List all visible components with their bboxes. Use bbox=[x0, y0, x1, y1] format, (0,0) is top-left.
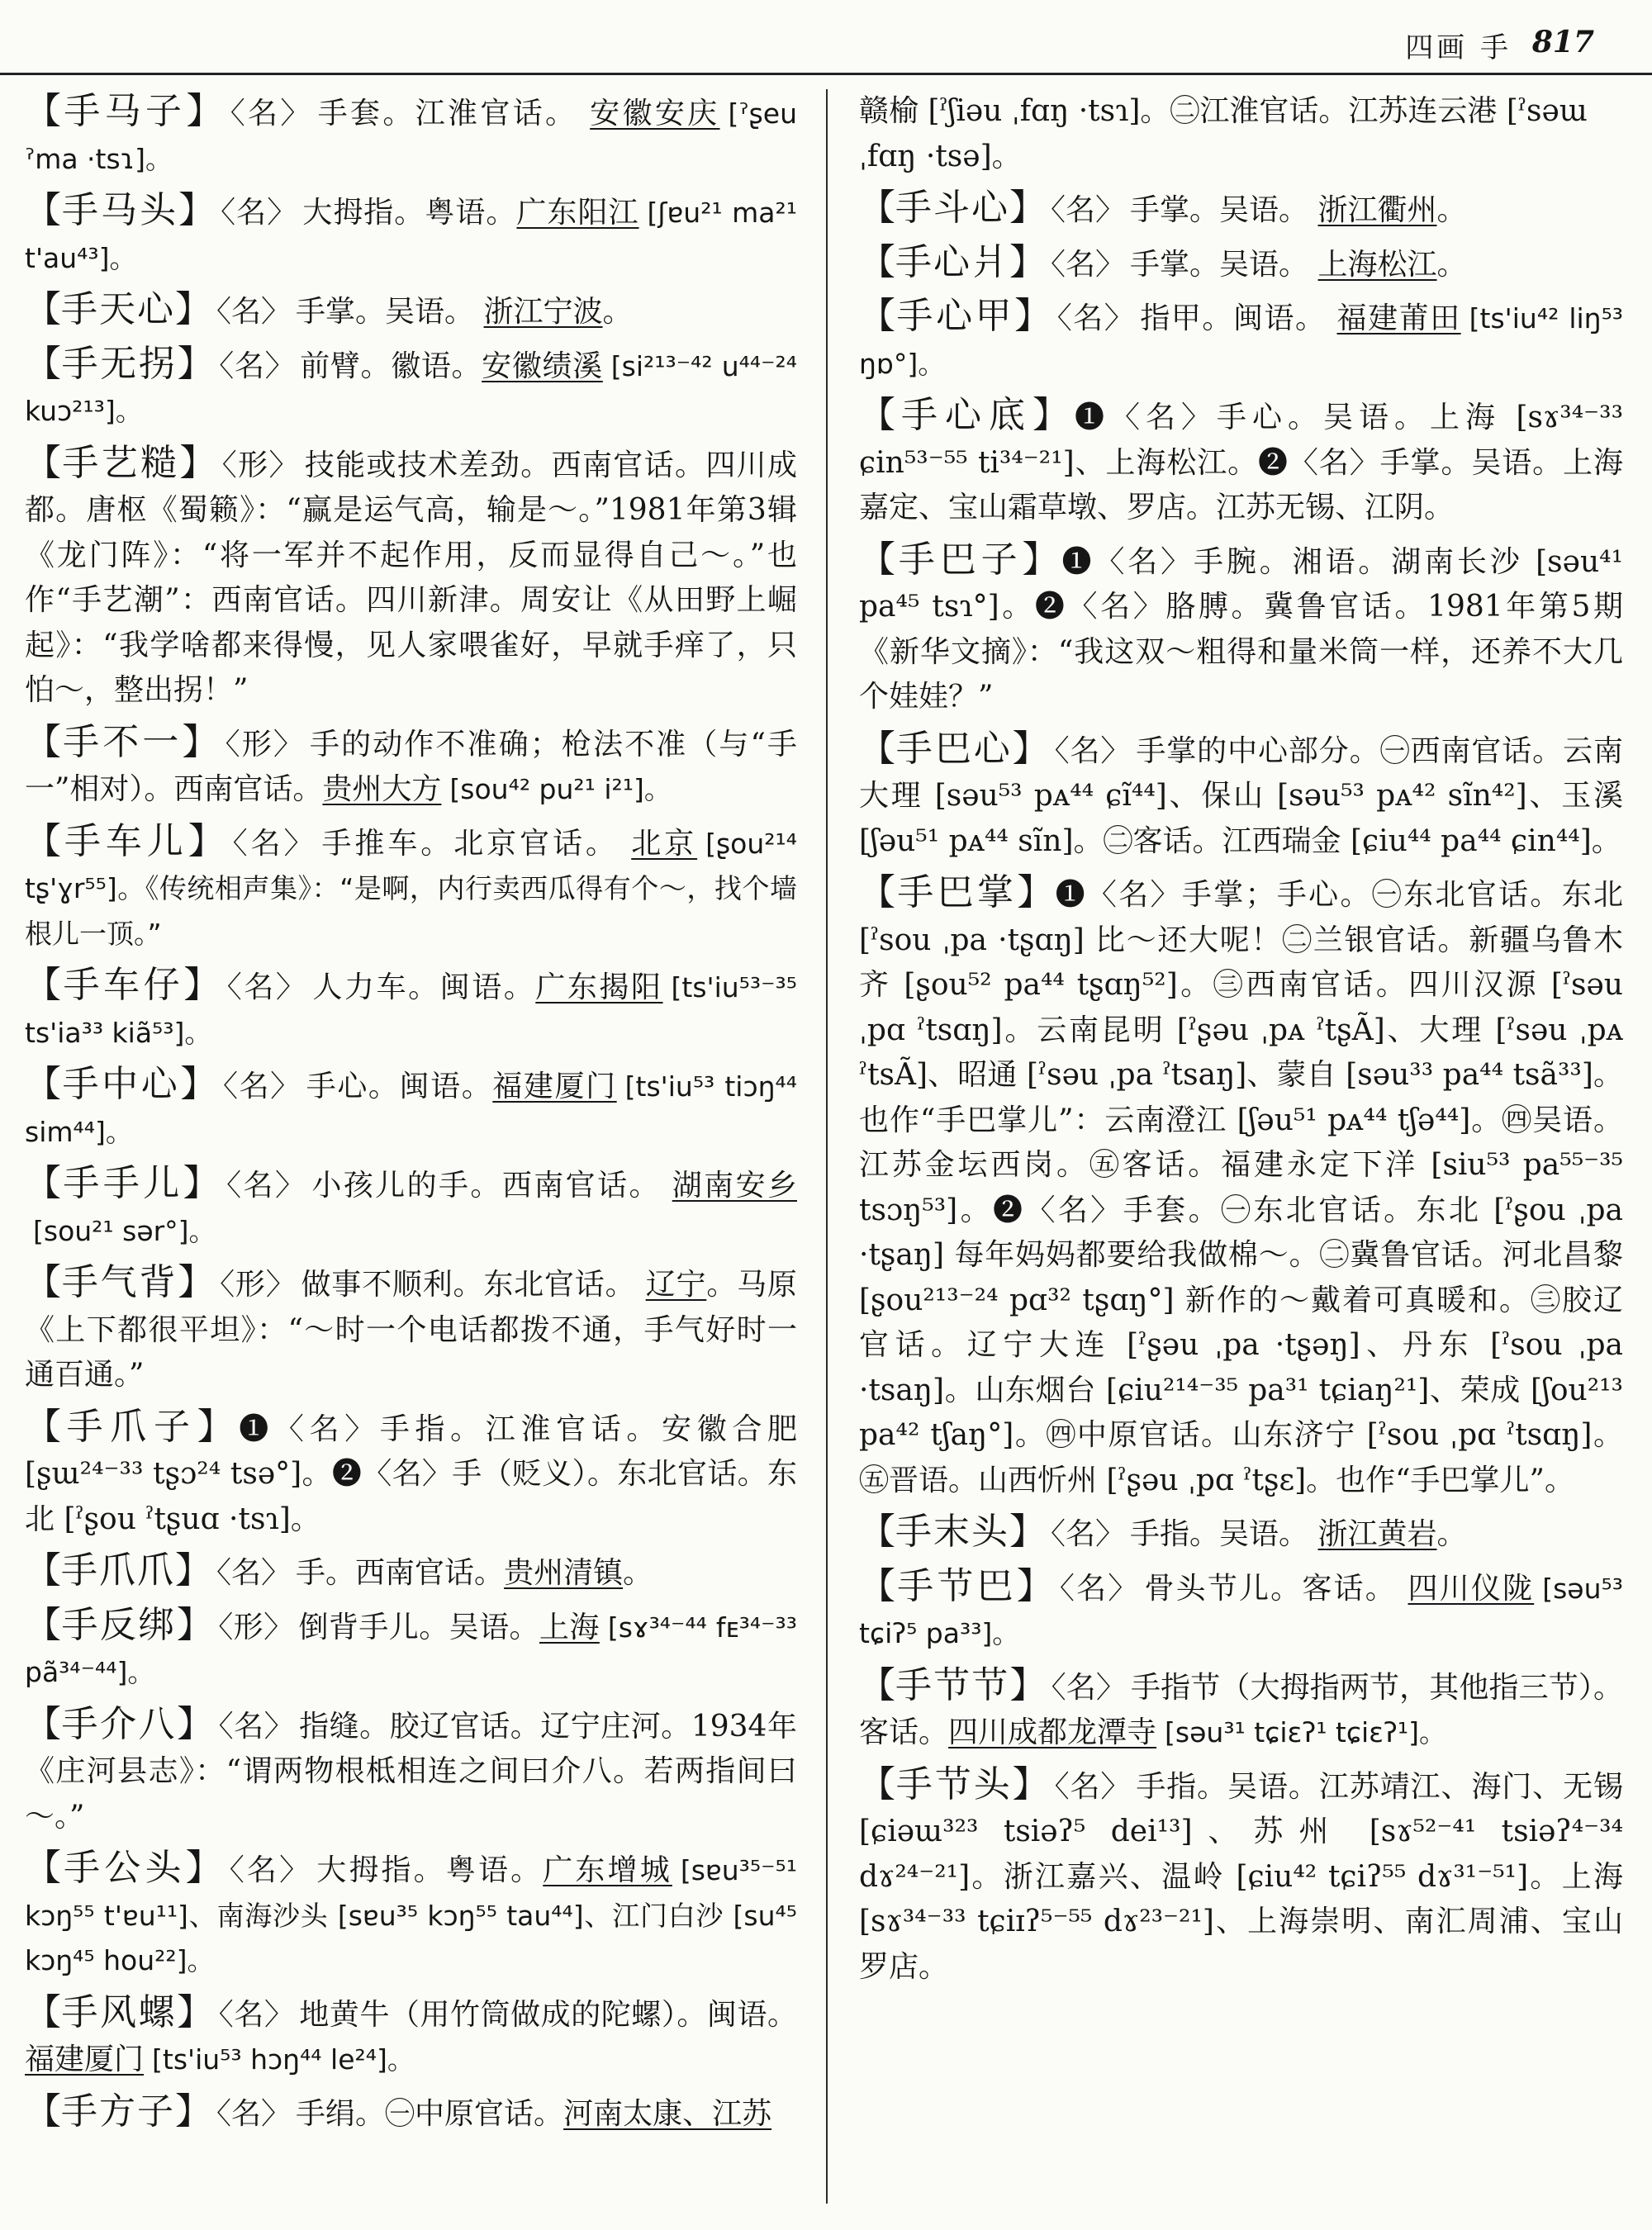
headword: 手艺糙 bbox=[62, 441, 180, 484]
location: 福建厦门 bbox=[492, 1070, 617, 1103]
pronunciation: [si²¹³⁻⁴² u⁴⁴⁻²⁴ kuɔ²¹³]。 bbox=[25, 349, 797, 427]
location: 广东增城 bbox=[543, 1853, 672, 1887]
definition: 手的动作不准确；枪法不准（与“手一”相对）。西南官话。 bbox=[25, 727, 797, 806]
headword: 手马子 bbox=[64, 90, 187, 132]
headword: 手不一 bbox=[63, 720, 183, 763]
pronunciation: [ʂou²¹⁴ tʂ'ɣr⁵⁵]。《传统相声集》：“是啊，内行卖西瓜得有个～，找个墙根儿一顶。” bbox=[25, 827, 797, 950]
part-of-speech: 形 bbox=[233, 1610, 264, 1644]
part-of-speech: 形 bbox=[238, 448, 269, 482]
part-of-speech: 名 bbox=[1073, 301, 1104, 335]
part-of-speech: 名 bbox=[234, 1709, 264, 1744]
entry: 【手爪子】❶〈名〉手指。江淮官话。安徽合肥 [ʂɯ²⁴⁻³³ tʂɔ²⁴ tsə°]。❷〈名〉手（贬义）。东北官话。东北 [ˀʂou ˀtʂuɑ ·tsɿ]。 bbox=[25, 1405, 797, 1536]
entry: 【手巴子】❶〈名〉手腕。湘语。湖南长沙 [səu⁴¹ pa⁴⁵ tsɿ°]。❷〈名〉胳膊。冀鲁官话。1981年第5期《新华文摘》：“我这双～粗得和量米筒一样，还养不大几个娃娃？” bbox=[859, 538, 1623, 714]
definition: 技能或技术差劲。西南官话。四川成都。唐枢《蜀籁》：“赢是运气高，输是～。”1981年第3辑《龙门阵》：“将一军并不起作用，反而显得自己～。”也作“手艺潮”：西南官话。四川新津。周安让《从田野上崛起》：“我学啥都来得慢，见人家喂雀好，早就手痒了，只怕～，整出拐！” bbox=[25, 448, 797, 707]
headword: 手爪爪 bbox=[61, 1549, 175, 1592]
headword: 手节巴 bbox=[897, 1564, 1017, 1607]
entry: 【手心爿】 〈名〉 手掌。吴语。 上海松江。 bbox=[859, 240, 1467, 283]
part-of-speech: 形 bbox=[241, 727, 273, 762]
location: 上海 bbox=[539, 1610, 600, 1644]
pronunciation: [ts'iu⁵³ tiɔŋ⁴⁴ sim⁴⁴]。 bbox=[25, 1070, 797, 1148]
entry: 【手中心】 〈名〉 手心。闽语。福建厦门 [ts'iu⁵³ tiɔŋ⁴⁴ sim⁴⁴]。 bbox=[25, 1063, 797, 1148]
definition: 手掌。吴语。 bbox=[296, 295, 475, 329]
page-header bbox=[0, 15, 1652, 79]
headword: 手心爿 bbox=[895, 240, 1009, 283]
entry: 【手巴掌】❶〈名〉手掌；手心。㊀东北官话。东北 [ˀsou ˌpa ·tʂɑŋ] 比～还大呢！㊁兰银官话。新疆乌鲁木齐 [ʂou⁵² pa⁴⁴ tʂɑŋ⁵²]。㊂西南官话。四川汉源 [ˀsəu ˌpɑ ˀtsɑŋ]。云南昆明 [ˀʂəu ˌpᴀ ˀtʂÃ]、大理 [ˀsəu ˌpᴀ ˀtsÃ]、昭通 [ˀsəu ˌpa ˀtsaŋ]、蒙自 [səu³³ pa⁴⁴ tsã³³]。也作“手巴掌儿”：云南澄江 [ʃəu⁵¹ pᴀ⁴⁴ tʃə⁴⁴]。㊃吴语。江苏金坛西岗。㊄客话。福建永定下洋 [siu⁵³ pa⁵⁵⁻³⁵ tsɔŋ⁵³]。❷〈名〉手套。㊀东北官话。东北 [ˀʂou ˌpa ·tʂaŋ] 每年妈妈都要给我做棉～。㊁冀鲁官话。河北昌黎 [ʂou²¹³⁻²⁴ pɑ³² tʂɑŋ°] 新作的～戴着可真暖和。㊂胶辽官话。辽宁大连 [ˀʂəu ˌpa ·tʂəŋ]、丹东 [ˀsou ˌpa ·tsaŋ]。山东烟台 [ɕiu²¹⁴⁻³⁵ pa³¹ tɕiaŋ²¹]、荣成 [ʃou²¹³ pa⁴² tʃaŋ°]。㊃中原官话。山东济宁 [ˀsou ˌpɑ ˀtsɑŋ]。㊄晋语。山西忻州 [ˀʂəu ˌpɑ ˀtʂɛ]。也作“手巴掌儿”。 bbox=[859, 871, 1623, 1497]
headword: 手反绑 bbox=[61, 1603, 177, 1646]
entry: 【手气背】 〈形〉 做事不顺利。东北官话。 辽宁。马原《上下都很平坦》：“～时一个电话都拨不通，手气好时一通百通。” bbox=[25, 1261, 797, 1392]
headword: 手介八 bbox=[61, 1702, 178, 1745]
definition: 手绢。㊀中原官话。 bbox=[296, 2096, 564, 2131]
location: 四川仪陇 bbox=[1408, 1571, 1535, 1606]
entry: 【手心甲】 〈名〉 指甲。闽语。 福建莆田 [ts'iu⁴² liŋ⁵³ ŋɒ°]。 bbox=[859, 295, 1623, 380]
part-of-speech: 名 bbox=[250, 826, 284, 861]
entry: 【手斗心】 〈名〉 手掌。吴语。 浙江衢州。 bbox=[859, 187, 1467, 229]
header-rule bbox=[0, 73, 1652, 75]
entry: 【手节巴】 〈名〉 骨头节儿。客话。 四川仪陇 [səu⁵³ tɕiʔ⁵ pa³³]。 bbox=[859, 1564, 1623, 1649]
part-of-speech: 名 bbox=[234, 349, 265, 383]
entry: 【手艺糙】 〈形〉 技能或技术差劲。西南官话。四川成都。唐枢《蜀籁》：“赢是运气高，输是～。”1981年第3辑《龙门阵》：“将一军并不起作用，反而显得自己～。”也作“手艺潮”：西南官话。四川新津。周安让《从田野上崛起》：“我学啥都来得慢，见人家喂雀好，早就手痒了，只怕～，整出拐！” bbox=[25, 441, 797, 707]
definition: 指缝。胶辽官话。辽宁庄河。1934年《庄河县志》：“谓两物根柢相连之间曰介八。若两指间曰～。” bbox=[25, 1709, 797, 1834]
part-of-speech: 名 bbox=[231, 1556, 262, 1590]
part-of-speech: 名 bbox=[234, 1997, 264, 2032]
headword: 手末头 bbox=[895, 1511, 1009, 1553]
right-column bbox=[859, 89, 1623, 2216]
entry: 【手末头】 〈名〉 手指。吴语。 浙江黄岩。 bbox=[859, 1511, 1467, 1553]
entry: 【手车仔】 〈名〉 人力车。闽语。广东揭阳 [ts'iu⁵³⁻³⁵ ts'ia³³ kiã⁵³]。 bbox=[25, 964, 797, 1049]
headword: 手气背 bbox=[61, 1261, 178, 1303]
location: 贵州清镇 bbox=[504, 1556, 624, 1590]
entry: 【手马子】 〈名〉 手套。江淮官话。 安徽安庆 [ˀʂeu ˀma ·tsɿ]。 bbox=[25, 90, 797, 175]
definition: 赣榆 [ˀʃiəu ˌfɑŋ ·tsɿ]。㊁江淮官话。江苏连云港 [ˀsəɯ ˌfɑŋ ·tsə]。 bbox=[859, 94, 1588, 173]
part-of-speech: 名 bbox=[1070, 733, 1101, 768]
location: 贵州大方 bbox=[322, 772, 442, 806]
headword: 手巴子 bbox=[898, 538, 1023, 581]
definition: 手指。吴语。江苏靖江、海门、无锡 [ɕiəɯ³²³ tsiəʔ⁵ dei¹³]、苏州 [sɤ⁵²⁻⁴¹ tsiəʔ⁴⁻³⁴ dɤ²⁴⁻²¹]。浙江嘉兴、温岭 [ɕiu⁴² tɕiʔ⁵⁵ dɤ³¹⁻⁵¹]。上海 [sɤ³⁴⁻³³ tɕiɪʔ⁵⁻⁵⁵ dɤ²³⁻²¹]、上海崇明、南汇周浦、宝山罗店。 bbox=[859, 1769, 1623, 1984]
entry: 【手不一】 〈形〉 手的动作不准确；枪法不准（与“手一”相对）。西南官话。贵州大方 [sou⁴² pu²¹ i²¹]。 bbox=[25, 720, 797, 806]
headword: 手天心 bbox=[61, 288, 175, 330]
pronunciation: 。马原《上下都很平坦》：“～时一个电话都拨不通，手气好时一通百通。” bbox=[25, 1268, 797, 1392]
part-of-speech: 名 bbox=[236, 196, 268, 230]
definition: 地黄牛（用竹筒做成的陀螺）。闽语。 bbox=[299, 1997, 797, 2032]
location: 浙江黄岩 bbox=[1317, 1517, 1437, 1551]
entry: 【手天心】 〈名〉 手掌。吴语。 浙江宁波。 bbox=[25, 288, 633, 330]
headword: 手风螺 bbox=[61, 1990, 178, 2033]
definition: 前臂。徽语。 bbox=[300, 349, 482, 383]
headword: 手爪子 bbox=[66, 1405, 197, 1448]
pronunciation: [səu⁵³ tɕiʔ⁵ pa³³]。 bbox=[859, 1572, 1623, 1649]
location: 安徽绩溪 bbox=[482, 349, 603, 383]
part-of-speech: 名 bbox=[1076, 1571, 1108, 1606]
left-column bbox=[25, 89, 797, 2216]
pronunciation: [ts'iu⁴² liŋ⁵³ ŋɒ°]。 bbox=[859, 302, 1623, 380]
definition: 指甲。闽语。 bbox=[1140, 301, 1327, 335]
definition: 手心。闽语。 bbox=[306, 1070, 493, 1103]
entry: 【手心底】❶〈名〉手心。吴语。上海 [sɤ³⁴⁻³³ ɕin⁵³⁻⁵⁵ ti³⁴⁻²¹]、上海松江。❷〈名〉手掌。吴语。上海嘉定、宝山霜草墩、罗店。江苏无锡、江阴。 bbox=[859, 394, 1623, 524]
definition: 大拇指。粤语。 bbox=[302, 196, 517, 230]
part-of-speech: 名 bbox=[1066, 193, 1096, 227]
definition: 大拇指。粤语。 bbox=[316, 1853, 544, 1887]
definition: 骨头节儿。客话。 bbox=[1144, 1571, 1397, 1606]
definition: 手套。江淮官话。 bbox=[317, 97, 578, 130]
definition: ❶〈名〉手指。江淮官话。安徽合肥 [ʂɯ²⁴⁻³³ tʂɔ²⁴ tsə°]。❷〈名〉手（贬义）。东北官话。东北 [ˀʂou ˀtʂuɑ ·tsɿ]。 bbox=[25, 1412, 797, 1536]
headword: 手节节 bbox=[895, 1663, 1010, 1706]
part-of-speech: 名 bbox=[246, 1853, 280, 1887]
pronunciation: 。 bbox=[1436, 193, 1467, 227]
part-of-speech: 名 bbox=[231, 2096, 262, 2131]
definition: 手。西南官话。 bbox=[296, 1556, 505, 1590]
entry: 【手马头】 〈名〉 大拇指。粤语。广东阳江 [ʃɐu²¹ ma²¹ t'au⁴³]。 bbox=[25, 189, 797, 274]
location: 广东揭阳 bbox=[535, 970, 663, 1004]
header-section: 四画 手 bbox=[1405, 31, 1512, 64]
location: 浙江宁波 bbox=[483, 295, 603, 329]
headword: 手巴心 bbox=[895, 727, 1013, 770]
headword: 手无拐 bbox=[61, 342, 178, 385]
location: 湖南安乡 bbox=[672, 1169, 797, 1203]
definition: ❶〈名〉手心。吴语。上海 [sɤ³⁴⁻³³ ɕin⁵³⁻⁵⁵ ti³⁴⁻²¹]、上海松江。❷〈名〉手掌。吴语。上海嘉定、宝山霜草墩、罗店。江苏无锡、江阴。 bbox=[859, 401, 1623, 524]
entry: 【手爪爪】 〈名〉 手。西南官话。贵州清镇。 bbox=[25, 1549, 653, 1592]
headword: 手巴掌 bbox=[897, 871, 1018, 913]
definition: 手掌。吴语。 bbox=[1130, 193, 1309, 227]
location: 广东阳江 bbox=[516, 196, 639, 230]
pronunciation: 。 bbox=[1436, 247, 1467, 282]
definition: 手指。吴语。 bbox=[1130, 1517, 1309, 1551]
entry: 【手方子】 〈名〉 手绢。㊀中原官话。河南太康、江苏 bbox=[25, 2090, 772, 2133]
entry: 【手巴心】 〈名〉 手掌的中心部分。㊀西南官话。云南大理 [səu⁵³ pᴀ⁴⁴ ɕĩ⁴⁴]、保山 [səu⁵³ pᴀ⁴² sĩn⁴²]、玉溪 [ʃəu⁵¹ pᴀ⁴⁴ sĩn]。㊁客话。江西瑞金 [ɕiu⁴⁴ pa⁴⁴ ɕin⁴⁴]。 bbox=[859, 727, 1623, 858]
pronunciation: [sɐu³⁵⁻⁵¹ kɔŋ⁵⁵ t'ɐu¹¹]、南海沙头 [sɐu³⁵ kɔŋ⁵⁵ tau⁴⁴]、江门白沙 [su⁴⁵ kɔŋ⁴⁵ hou²²]。 bbox=[25, 1854, 797, 1976]
definition: 手掌的中心部分。㊀西南官话。云南大理 [səu⁵³ pᴀ⁴⁴ ɕĩ⁴⁴]、保山 [səu⁵³ pᴀ⁴² sĩn⁴²]、玉溪 [ʃəu⁵¹ pᴀ⁴⁴ sĩn]。㊁客话。江西瑞金 [ɕiu⁴⁴ pa⁴⁴ ɕin⁴⁴]。 bbox=[859, 733, 1623, 858]
definition: 手指节（大拇指两节，其他指三节）。客话。 bbox=[859, 1670, 1623, 1749]
part-of-speech: 名 bbox=[1070, 1769, 1101, 1804]
part-of-speech: 名 bbox=[248, 97, 281, 130]
headword: 手手儿 bbox=[63, 1162, 183, 1204]
headword: 手车儿 bbox=[64, 819, 188, 862]
pronunciation: 。 bbox=[602, 295, 633, 329]
entry: 【手公头】 〈名〉 大拇指。粤语。广东增城 [sɐu³⁵⁻⁵¹ kɔŋ⁵⁵ t'ɐu¹¹]、南海沙头 [sɐu³⁵ kɔŋ⁵⁵ tau⁴⁴]、江门白沙 [su⁴⁵ kɔŋ⁴⁵ hou²²]。 bbox=[25, 1847, 797, 1976]
entry: 【手反绑】 〈形〉 倒背手儿。吴语。上海 [sɤ³⁴⁻⁴⁴ fᴇ³⁴⁻³³ pã³⁴⁻⁴⁴]。 bbox=[25, 1603, 797, 1688]
entry: 【手无拐】 〈名〉 前臂。徽语。安徽绩溪 [si²¹³⁻⁴² u⁴⁴⁻²⁴ kuɔ²¹³]。 bbox=[25, 342, 797, 427]
definition: 手推车。北京官话。 bbox=[321, 826, 619, 861]
pronunciation: [sou⁴² pu²¹ i²¹]。 bbox=[449, 773, 672, 805]
location: 河南太康、江苏 bbox=[563, 2096, 772, 2131]
pronunciation: [ˀʂeu ˀma ·tsɿ]。 bbox=[25, 97, 797, 175]
headword: 手车仔 bbox=[63, 964, 184, 1006]
pronunciation: [sou²¹ sər°]。 bbox=[33, 1214, 216, 1247]
definition: 倒背手儿。吴语。 bbox=[298, 1610, 539, 1644]
part-of-speech: 名 bbox=[239, 1070, 271, 1103]
location: 浙江衢州 bbox=[1317, 193, 1437, 227]
entry: 【手车儿】 〈名〉 手推车。北京官话。 北京 [ʂou²¹⁴ tʂ'ɣr⁵⁵]。《传统相声集》：“是啊，内行卖西瓜得有个～，找个墙根儿一顶。” bbox=[25, 819, 797, 950]
definition: ❶〈名〉手腕。湘语。湖南长沙 [səu⁴¹ pa⁴⁵ tsɿ°]。❷〈名〉胳膊。冀鲁官话。1981年第5期《新华文摘》：“我这双～粗得和量米筒一样，还养不大几个娃娃？” bbox=[859, 544, 1623, 714]
pronunciation: [sɤ³⁴⁻⁴⁴ fᴇ³⁴⁻³³ pã³⁴⁻⁴⁴]。 bbox=[25, 1611, 797, 1688]
pronunciation: [ts'iu⁵³ hɔŋ⁴⁴ le²⁴]。 bbox=[152, 2043, 415, 2076]
definition: ❶〈名〉手掌；手心。㊀东北官话。东北 [ˀsou ˌpa ·tʂɑŋ] 比～还大呢！㊁兰银官话。新疆乌鲁木齐 [ʂou⁵² pa⁴⁴ tʂɑŋ⁵²]。㊂西南官话。四川汉源 [ˀsəu ˌpɑ ˀtsɑŋ]。云南昆明 [ˀʂəu ˌpᴀ ˀtʂÃ]、大理 [ˀsəu ˌpᴀ ˀtsÃ]、昭通 [ˀsəu ˌpa ˀtsaŋ]、蒙自 [səu³³ pa⁴⁴ tsã³³]。也作“手巴掌儿”：云南澄江 [ʃəu⁵¹ pᴀ⁴⁴ tʃə⁴⁴]。㊃吴语。江苏金坛西岗。㊄客话。福建永定下洋 [siu⁵³ pa⁵⁵⁻³⁵ tsɔŋ⁵³]。❷〈名〉手套。㊀东北官话。东北 [ˀʂou ˌpa ·tʂaŋ] 每年妈妈都要给我做棉～。㊁冀鲁官话。河北昌黎 [ʂou²¹³⁻²⁴ pɑ³² tʂɑŋ°] 新作的～戴着可真暖和。㊂胶辽官话。辽宁大连 [ˀʂəu ˌpa ·tʂəŋ]、丹东 [ˀsou ˌpa ·tsaŋ]。山东烟台 [ɕiu²¹⁴⁻³⁵ pa³¹ tɕiaŋ²¹]、荣成 [ʃou²¹³ pa⁴² tʃaŋ°]。㊃中原官话。山东济宁 [ˀsou ˌpɑ ˀtsɑŋ]。㊄晋语。山西忻州 [ˀʂəu ˌpɑ ˀtʂɛ]。也作“手巴掌儿”。 bbox=[859, 878, 1623, 1497]
part-of-speech: 名 bbox=[243, 1169, 275, 1203]
headword: 手方子 bbox=[61, 2090, 175, 2133]
entry: 【手节节】 〈名〉 手指节（大拇指两节，其他指三节）。客话。四川成都龙潭寺 [səu³¹ tɕiɛʔ¹ tɕiɛʔ¹]。 bbox=[859, 1663, 1623, 1749]
entry-continuation bbox=[859, 89, 1623, 179]
location: 安徽安庆 bbox=[590, 97, 720, 130]
headword: 手公头 bbox=[64, 1847, 186, 1889]
location: 四川成都龙潭寺 bbox=[948, 1715, 1157, 1749]
part-of-speech: 名 bbox=[1066, 247, 1096, 282]
entry: 【手节头】 〈名〉 手指。吴语。江苏靖江、海门、无锡 [ɕiəɯ³²³ tsiəʔ⁵ dei¹³]、苏州 [sɤ⁵²⁻⁴¹ tsiəʔ⁴⁻³⁴ dɤ²⁴⁻²¹]。浙江嘉兴、温岭 [ɕiu⁴² tɕiʔ⁵⁵ dɤ³¹⁻⁵¹]。上海 [sɤ³⁴⁻³³ tɕiɪʔ⁵⁻⁵⁵ dɤ²³⁻²¹]、上海崇明、南汇周浦、宝山罗店。 bbox=[859, 1763, 1623, 1984]
part-of-speech: 名 bbox=[244, 970, 276, 1004]
part-of-speech: 名 bbox=[1066, 1670, 1096, 1705]
definition: 手掌。吴语。 bbox=[1130, 247, 1309, 282]
pronunciation: 。 bbox=[623, 1556, 653, 1590]
headword: 手心底 bbox=[901, 394, 1032, 436]
entry: 【手介八】 〈名〉 指缝。胶辽官话。辽宁庄河。1934年《庄河县志》：“谓两物根柢相连之间曰介八。若两指间曰～。” bbox=[25, 1702, 797, 1834]
part-of-speech: 形 bbox=[235, 1268, 266, 1302]
column-divider bbox=[826, 89, 828, 2204]
entry: 【手风螺】 〈名〉 地黄牛（用竹筒做成的陀螺）。闽语。福建厦门 [ts'iu⁵³ hɔŋ⁴⁴ le²⁴]。 bbox=[25, 1990, 797, 2076]
part-of-speech: 名 bbox=[231, 295, 262, 329]
page-number: 817 bbox=[1531, 25, 1594, 59]
entry: 【手手儿】 〈名〉 小孩儿的手。西南官话。 湖南安乡[sou²¹ sər°]。 bbox=[25, 1162, 797, 1247]
location: 福建厦门 bbox=[25, 2043, 145, 2076]
headword: 手中心 bbox=[62, 1063, 181, 1105]
pronunciation: [səu³¹ tɕiɛʔ¹ tɕiɛʔ¹]。 bbox=[1165, 1716, 1446, 1748]
definition: 小孩儿的手。西南官话。 bbox=[311, 1169, 661, 1203]
location: 福建莆田 bbox=[1336, 301, 1461, 335]
location: 北京 bbox=[631, 826, 698, 861]
location: 上海松江 bbox=[1317, 247, 1437, 282]
pronunciation: 。 bbox=[1436, 1517, 1467, 1551]
pronunciation: [ts'iu⁵³⁻³⁵ ts'ia³³ kiã⁵³]。 bbox=[25, 971, 797, 1049]
headword: 手心甲 bbox=[896, 295, 1015, 337]
headword: 手节头 bbox=[895, 1763, 1013, 1805]
part-of-speech: 名 bbox=[1066, 1517, 1096, 1551]
pronunciation: [ʃɐu²¹ ma²¹ t'au⁴³]。 bbox=[25, 197, 797, 274]
definition: 做事不顺利。东北官话。 bbox=[301, 1268, 636, 1302]
headword: 手斗心 bbox=[895, 187, 1009, 229]
definition: 人力车。闽语。 bbox=[312, 970, 536, 1004]
headword: 手马头 bbox=[62, 189, 179, 231]
location: 辽宁 bbox=[645, 1268, 707, 1302]
